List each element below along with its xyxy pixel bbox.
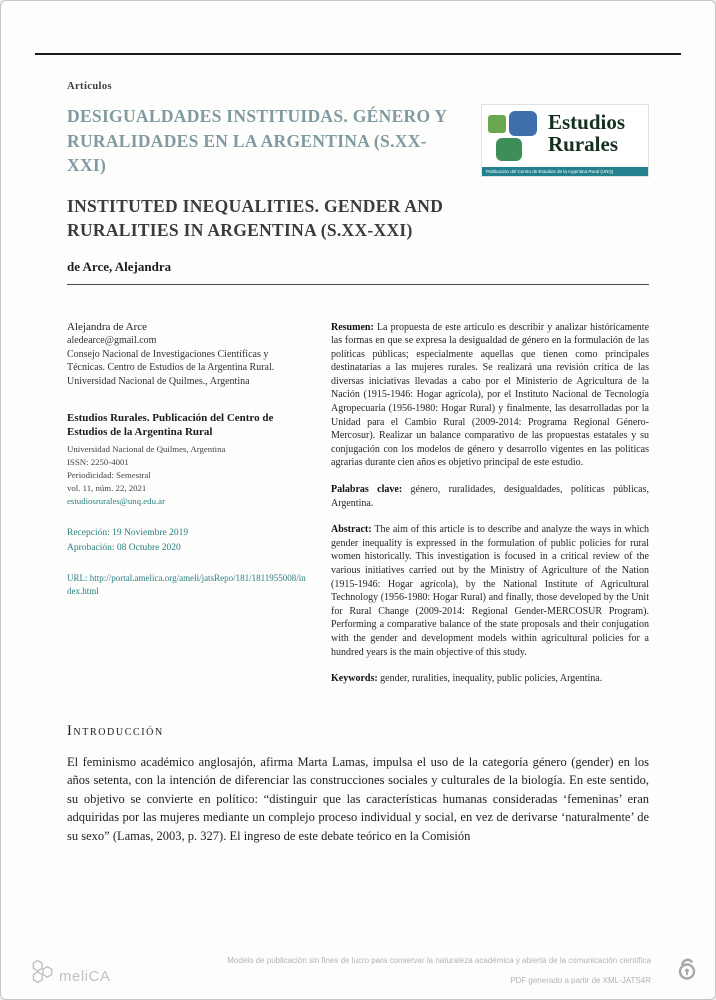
journal-logo-marks-icon: [488, 111, 542, 163]
article-title-en: INSTITUTED INEQUALITIES. GENDER AND RURALITIES IN ARGENTINA (S.XX-XXI): [67, 195, 444, 240]
author-email-link[interactable]: aledearce@gmail.com: [67, 334, 157, 346]
section-label: Artículos: [67, 81, 113, 92]
journal-logo-tagline: Publicación del Centro de Estudios de la Argentina Rural (UNQ): [482, 167, 648, 176]
footer-note-line2: PDF generado a partir de XML-JATS4R: [510, 975, 651, 985]
metadata-column: [67, 321, 307, 699]
journal-issn: ISSN: 2250-4001: [67, 456, 129, 467]
logo-blue-square-icon: [509, 111, 537, 136]
journal-publisher: Universidad Nacional de Quilmes, Argentina: [67, 443, 226, 454]
introduction-section: [67, 723, 649, 846]
amelica-logo-text: meliCA: [59, 968, 111, 986]
footer-note-line1: Modelo de publicación sin fines de lucro para conservar la naturaleza académica y abierta de la comunicación científica: [227, 956, 651, 966]
article-url-link[interactable]: http://portal.amelica.org/ameli/jatsRepo/181/1811955008/index.html: [67, 572, 306, 596]
abstract-text: The aim of this article is to describe and analyze the ways in which gender inequality is expressed in the formulation of public policies for rural women historically. This investigation is focused in a critical review of the various initiatives carried out by the Ministry of Agriculture of the Nation (1915-1946: Hogar agrícola), by the National Institute of Agricultural Technology (1956-1980: Hogar Rural) and finally, those developed by the Unit for Rural Change (2009-2014: Regional Gender-MERCOSUR Program). Performing a comparative balance of the state proposals and their conjugation with the gender and development models within agricultural policies for a hundred years is the main objective of this study.: [331, 524, 649, 658]
introduction-heading: Introducción: [67, 722, 164, 739]
author-rule-divider: [67, 284, 649, 285]
author-line: de Arce, Alejandra: [67, 258, 172, 274]
abstracts-column: [331, 321, 649, 699]
journal-logo: [481, 104, 649, 177]
amelica-logo: [29, 957, 110, 985]
resumen-paragraph: [331, 321, 649, 471]
top-rule-divider: [35, 53, 681, 55]
abstract-label: Abstract:: [331, 524, 372, 536]
palabras-clave-label: Palabras clave:: [331, 484, 403, 496]
author-affiliation: Consejo Nacional de Investigaciones Científicas y Técnicas. Centro de Estudios de la Argentina Rural. Universidad Nacional de Quilmes., Argentina: [67, 348, 275, 387]
journal-title: Estudios Rurales. Publicación del Centro de Estudios de la Argentina Rural: [67, 412, 274, 438]
footer-notes: [221, 955, 651, 987]
abstract-paragraph: [331, 523, 649, 659]
resumen-text: La propuesta de este artículo es describir y analizar históricamente las formas en que se expresa la desigualdad de género en la formulación de las políticas públicas; especialmente aquellas que tienen como principales destinatarias a las mujeres rurales. Se realizará una revisión crítica de las diversas iniciativas llevadas a cabo por el Ministerio de Agricultura de la Nación (1915-1946: Hogar agrícola), por el Instituto Nacional de Tecnología Agropecuaria (1956-1980: Hogar Rural) y finalmente, las desarrolladas por la Unidad para el Cambio Rural (2009-2014: Programa Regional Género-Mercosur). Realizar un balance comparativo de las propuestas estatales y su conjugación con los modelos de género y desarrollo vigentes en las políticas agrarias durante cien años es objetivo principal de este estudio.: [331, 321, 650, 469]
amelica-hexagons-icon: [29, 957, 57, 985]
journal-logo-text: [548, 111, 625, 163]
approval-date: Aprobación: 08 Octubre 2020: [67, 543, 181, 554]
open-access-icon: [665, 957, 699, 986]
footer: [29, 955, 699, 987]
article-title-es: DESIGUALDADES INSTITUIDAS. GÉNERO Y RURALIDADES EN LA ARGENTINA (S.XX-XXI): [67, 106, 447, 175]
journal-periodicity: Periodicidad: Semestral: [67, 469, 151, 480]
url-label: URL:: [67, 572, 90, 583]
journal-logo-line1: Estudios: [548, 110, 626, 134]
journal-volume: vol. 11, núm. 22, 2021: [67, 483, 147, 494]
keywords-paragraph: [331, 672, 649, 686]
logo-darkgreen-square-icon: [496, 138, 522, 161]
keywords-text: gender, ruralities, inequality, public policies, Argentina.: [380, 673, 603, 685]
journal-logo-line2: Rurales: [548, 132, 618, 157]
header: [67, 104, 649, 275]
logo-green-square-icon: [488, 115, 506, 133]
palabras-clave-text: género, ruralidades, desigualdades, políticas públicas, Argentina.: [331, 484, 650, 509]
article-url: [67, 572, 307, 598]
introduction-paragraph: El feminismo académico anglosajón, afirma Marta Lamas, impulsa el uso de la categoría género (gender) en los años setenta, con la intención de diferenciar las construcciones sociales y culturales de la biología. En este sentido, su objetivo se convierte en político: “distinguir que las características humanas consideradas ‘femeninas’ eran adquiridas por las mujeres mediante un complejo proceso individual y social, en vez de derivarse ‘naturalmente’ de su sexo” (Lamas, 2003, p. 327). El ingreso de este debate teórico en la Comisión: [67, 754, 649, 843]
reception-date: Recepción: 19 Noviembre 2019: [67, 528, 189, 539]
palabras-clave-paragraph: [331, 483, 649, 510]
journal-email-link[interactable]: estudiosrurales@unq.edu.ar: [67, 496, 165, 507]
resumen-label: Resumen:: [331, 321, 374, 333]
keywords-label: Keywords:: [331, 673, 378, 685]
author-name: Alejandra de Arce: [67, 320, 148, 333]
